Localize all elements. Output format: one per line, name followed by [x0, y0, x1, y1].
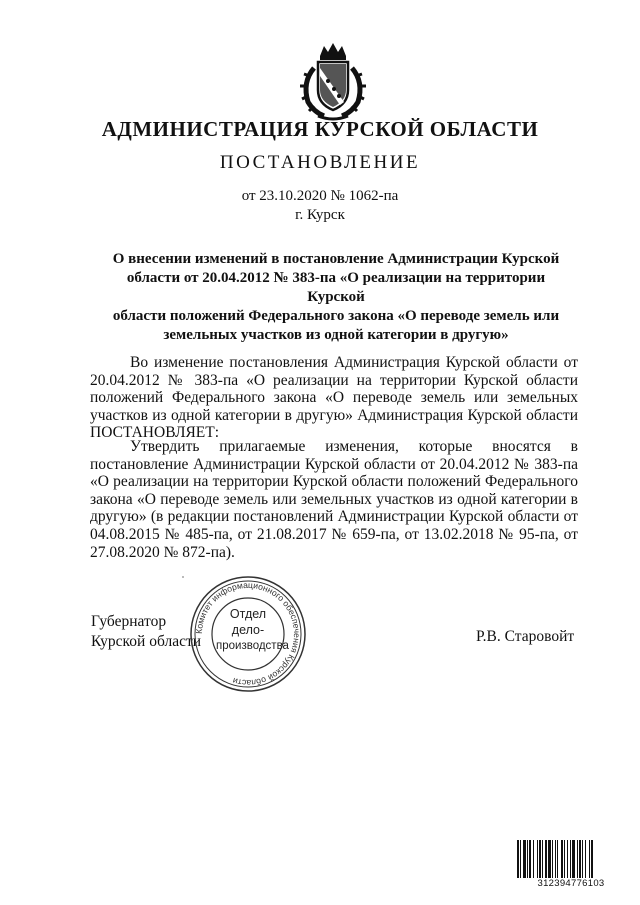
document-subject	[108, 250, 564, 345]
document-date-number: от 23.10.2020 № 1062-па	[241, 188, 399, 204]
kursk-coat-of-arms-icon	[290, 38, 376, 124]
barcode-bar	[570, 840, 571, 878]
organization-title: АДМИНИСТРАЦИЯ КУРСКОЙ ОБЛАСТИ	[101, 117, 539, 141]
body-paragraph-1: Во изменение постановления Администрация Курской области от 20.04.2012 № 383-па «О реализации на территории Курской области положений Федерального закона «О переводе земель или земельных участков из одной категории в другую» Администрация Курской области ПОСТАНОВЛЯЕТ:	[90, 354, 578, 442]
stamp-line: дело-	[231, 623, 265, 637]
barcode-bar	[577, 840, 578, 878]
barcode-bar	[589, 840, 590, 878]
barcode-bar	[539, 840, 541, 878]
barcode-bar	[533, 840, 534, 878]
body-paragraph-2: Утвердить прилагаемые изменения, которые вносятся в постановление Администрации Курской области от 20.04.2012 № 383-па «О реализации на территории Курской области положений Федерального закона «О переводе земель или земельных участков из одной категории в другую» (в редакции постановлений Администрации Курской области от 04.08.2015 № 485-па, от 21.08.2017 № 659-па, от 13.02.2018 № 95-па, от 27.08.2020 № 872-па).	[90, 438, 578, 561]
barcode-bar	[537, 840, 538, 878]
barcode-bar	[591, 840, 593, 878]
stamp-line: производства	[216, 640, 289, 652]
barcode-bar	[572, 840, 575, 878]
barcode-bar	[548, 840, 551, 878]
barcode-bar	[520, 840, 521, 878]
stamp-center-text	[216, 606, 289, 654]
barcode-bar	[527, 840, 528, 878]
document-type: ПОСТАНОВЛЕНИЕ	[219, 152, 421, 173]
barcode-bar	[564, 840, 565, 878]
barcode-bar	[557, 840, 558, 878]
barcode-bar	[567, 840, 568, 878]
barcode-bar	[561, 840, 563, 878]
barcode-bar	[579, 840, 581, 878]
barcode-bar	[542, 840, 543, 878]
subject-line: О внесении изменений в постановление Администрации Курской	[112, 251, 560, 267]
stamp-ring-text: Комитет информационного обеспечения Курской области	[193, 579, 303, 689]
barcode-bar	[585, 840, 586, 878]
signatory-title-line: Курской области	[91, 633, 202, 650]
barcode-bar	[545, 840, 547, 878]
barcode-bar	[529, 840, 531, 878]
barcode-bar	[552, 840, 553, 878]
subject-line: области от 20.04.2012 № 383-па «О реализации на территории Курской	[126, 270, 546, 305]
subject-line: земельных участков из одной категории в другую»	[163, 327, 509, 343]
signatory-name: Р.В. Старовойт	[476, 628, 575, 645]
office-stamp	[186, 572, 310, 696]
stamp-line: Отдел	[229, 607, 267, 621]
barcode-icon	[516, 840, 626, 878]
signatory-title	[91, 612, 201, 652]
barcode-bar	[555, 840, 556, 878]
document-city: г. Курск	[295, 207, 345, 223]
signatory-title-line: Губернатор	[91, 613, 167, 630]
barcode-bar	[517, 840, 519, 878]
barcode-bar	[523, 840, 526, 878]
scan-speck	[182, 576, 184, 578]
barcode-bar	[582, 840, 583, 878]
subject-line: области положений Федерального закона «О переводе земель или	[112, 308, 560, 324]
barcode-number: 312394776103	[537, 878, 605, 889]
